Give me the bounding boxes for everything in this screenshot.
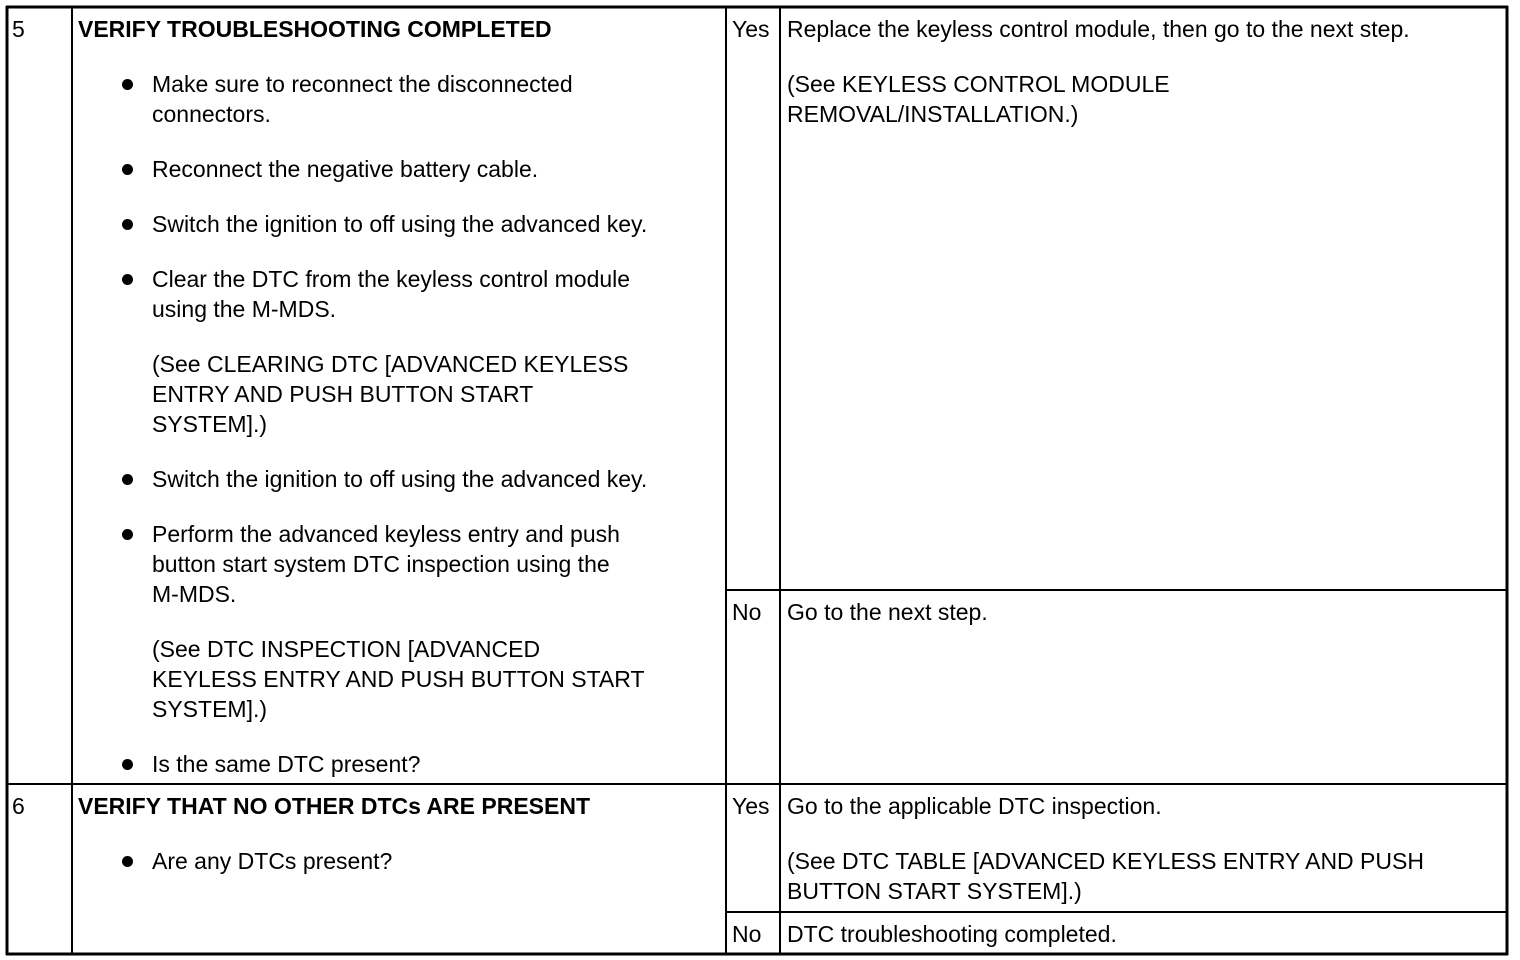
yes-label: Yes bbox=[732, 16, 770, 42]
yes-action: Go to the applicable DTC inspection. bbox=[787, 793, 1162, 819]
bullet-icon bbox=[122, 219, 133, 230]
inspection-list bbox=[118, 69, 718, 779]
list-item bbox=[118, 154, 718, 184]
list-item-text: Switch the ignition to off using the advanced key. bbox=[152, 211, 648, 237]
list-item bbox=[118, 464, 718, 494]
list-item bbox=[118, 69, 718, 129]
step-title: VERIFY THAT NO OTHER DTCs ARE PRESENT bbox=[78, 793, 591, 819]
list-item-text: Perform the advanced keyless entry and push button start system DTC inspection using the M-MDS. bbox=[152, 521, 620, 607]
bullet-icon bbox=[122, 529, 133, 540]
list-item-text: Are any DTCs present? bbox=[152, 848, 393, 874]
list-item-text: Make sure to reconnect the disconnected connectors. bbox=[152, 71, 573, 127]
list-item bbox=[118, 209, 718, 239]
step-number: 5 bbox=[12, 16, 25, 42]
no-action: DTC troubleshooting completed. bbox=[787, 921, 1117, 947]
bullet-icon bbox=[122, 856, 133, 867]
list-item bbox=[118, 264, 718, 439]
no-action: Go to the next step. bbox=[787, 599, 988, 625]
list-item-text: Reconnect the negative battery cable. bbox=[152, 156, 539, 182]
bullet-icon bbox=[122, 759, 133, 770]
list-item bbox=[118, 846, 718, 876]
no-label: No bbox=[732, 599, 762, 625]
list-item bbox=[118, 519, 718, 724]
list-item bbox=[118, 749, 718, 779]
step-title: VERIFY TROUBLESHOOTING COMPLETED bbox=[78, 16, 552, 42]
list-item-text: Is the same DTC present? bbox=[152, 751, 421, 777]
yes-label: Yes bbox=[732, 793, 770, 819]
list-item-text: Switch the ignition to off using the advanced key. bbox=[152, 466, 648, 492]
bullet-icon bbox=[122, 79, 133, 90]
list-item-text: Clear the DTC from the keyless control module using the M-MDS. bbox=[152, 266, 631, 322]
inspection-list bbox=[118, 846, 718, 876]
bullet-icon bbox=[122, 164, 133, 175]
list-item-note: (See DTC INSPECTION [ADVANCED KEYLESS ENTRY AND PUSH BUTTON START SYSTEM].) bbox=[152, 636, 645, 722]
yes-note: (See KEYLESS CONTROL MODULE REMOVAL/INSTALLATION.) bbox=[787, 71, 1170, 127]
no-label: No bbox=[732, 921, 762, 947]
step-number: 6 bbox=[12, 793, 25, 819]
bullet-icon bbox=[122, 474, 133, 485]
yes-note: (See DTC TABLE [ADVANCED KEYLESS ENTRY AND PUSH BUTTON START SYSTEM].) bbox=[787, 848, 1424, 904]
yes-action: Replace the keyless control module, then go to the next step. bbox=[787, 16, 1410, 42]
list-item-note: (See CLEARING DTC [ADVANCED KEYLESS ENTRY AND PUSH BUTTON START SYSTEM].) bbox=[152, 351, 629, 437]
bullet-icon bbox=[122, 274, 133, 285]
